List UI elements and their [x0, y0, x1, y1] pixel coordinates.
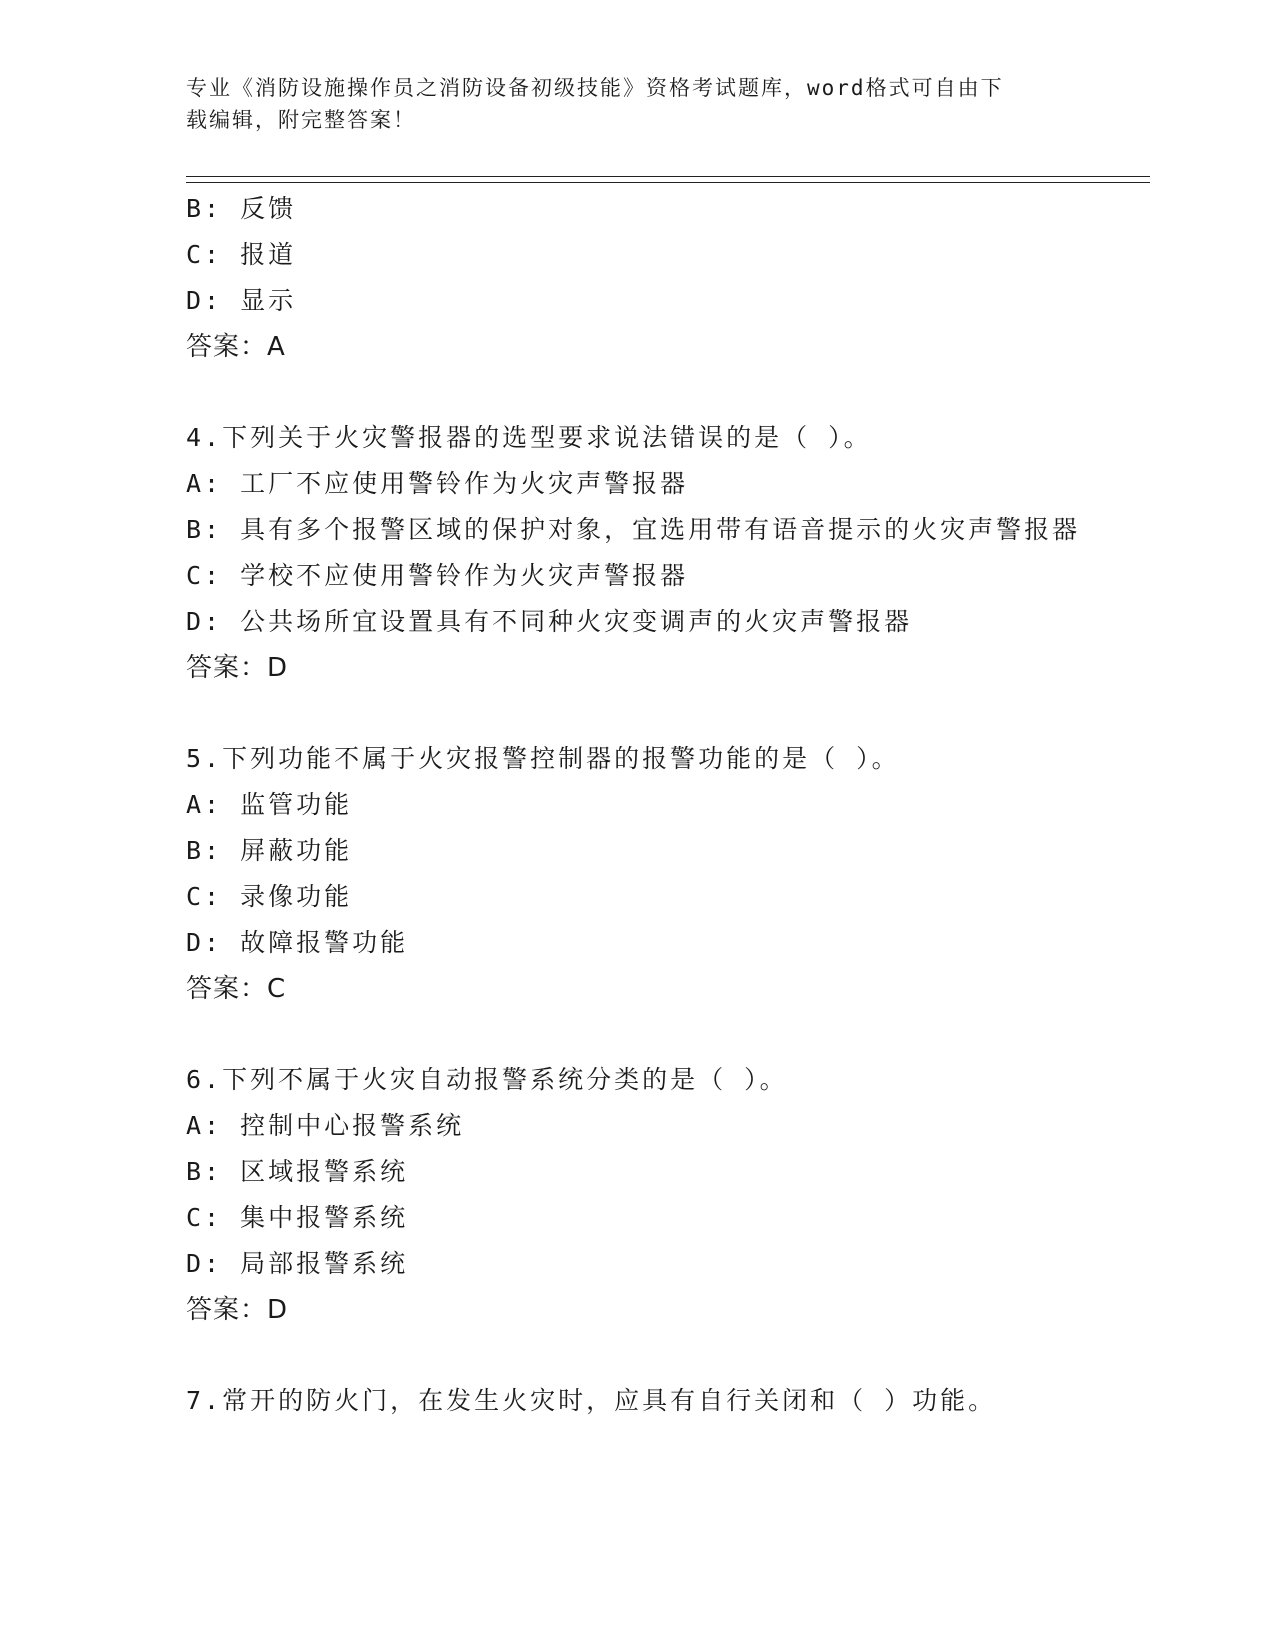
question-6-option-b: B: 区域报警系统	[186, 1157, 409, 1186]
question-5-option-c: C: 录像功能	[186, 882, 353, 911]
question-6-option-a: A: 控制中心报警系统	[186, 1111, 465, 1140]
header-line-1: 专业《消防设施操作员之消防设备初级技能》资格考试题库，word格式可自由下	[186, 76, 1004, 100]
header-line-2: 载编辑，附完整答案！	[186, 108, 416, 132]
question-7-block	[186, 1378, 1086, 1424]
question-4-option-a: A: 工厂不应使用警铃作为火灾声警报器	[186, 469, 689, 498]
question-5-option-d: D: 故障报警功能	[186, 928, 409, 957]
question-3-block	[186, 186, 1086, 370]
question-4-answer: 答案：D	[186, 653, 289, 683]
question-5-block	[186, 736, 1086, 1012]
header-divider	[186, 176, 1150, 183]
question-3-option-d: D: 显示	[186, 286, 297, 315]
question-3-option-c: C: 报道	[186, 240, 297, 269]
question-4-option-b: B: 具有多个报警区域的保护对象，宜选用带有语音提示的火灾声警报器	[186, 515, 1081, 544]
question-5-option-a: A: 监管功能	[186, 790, 353, 819]
question-5-text: 5.下列功能不属于火灾报警控制器的报警功能的是（ ）。	[186, 744, 900, 773]
question-4-option-d: D: 公共场所宜设置具有不同种火灾变调声的火灾声警报器	[186, 607, 913, 636]
question-4-block	[186, 415, 1086, 691]
document-header	[186, 72, 1066, 136]
question-list	[186, 186, 1086, 1424]
question-6-block	[186, 1057, 1086, 1333]
question-4-option-c: C: 学校不应使用警铃作为火灾声警报器	[186, 561, 689, 590]
spacer	[186, 1012, 1086, 1057]
question-5-option-b: B: 屏蔽功能	[186, 836, 353, 865]
question-3-answer: 答案：A	[186, 332, 286, 362]
question-6-text: 6.下列不属于火灾自动报警系统分类的是（ ）。	[186, 1065, 788, 1094]
question-6-option-c: C: 集中报警系统	[186, 1203, 409, 1232]
question-4-text: 4.下列关于火灾警报器的选型要求说法错误的是（ ）。	[186, 423, 872, 452]
spacer	[186, 1333, 1086, 1378]
question-6-answer: 答案：D	[186, 1295, 289, 1325]
question-6-option-d: D: 局部报警系统	[186, 1249, 409, 1278]
spacer	[186, 691, 1086, 736]
question-5-answer: 答案：C	[186, 974, 287, 1004]
question-3-option-b: B: 反馈	[186, 194, 297, 223]
spacer	[186, 370, 1086, 415]
question-7-text: 7.常开的防火门，在发生火灾时，应具有自行关闭和（ ）功能。	[186, 1386, 997, 1415]
